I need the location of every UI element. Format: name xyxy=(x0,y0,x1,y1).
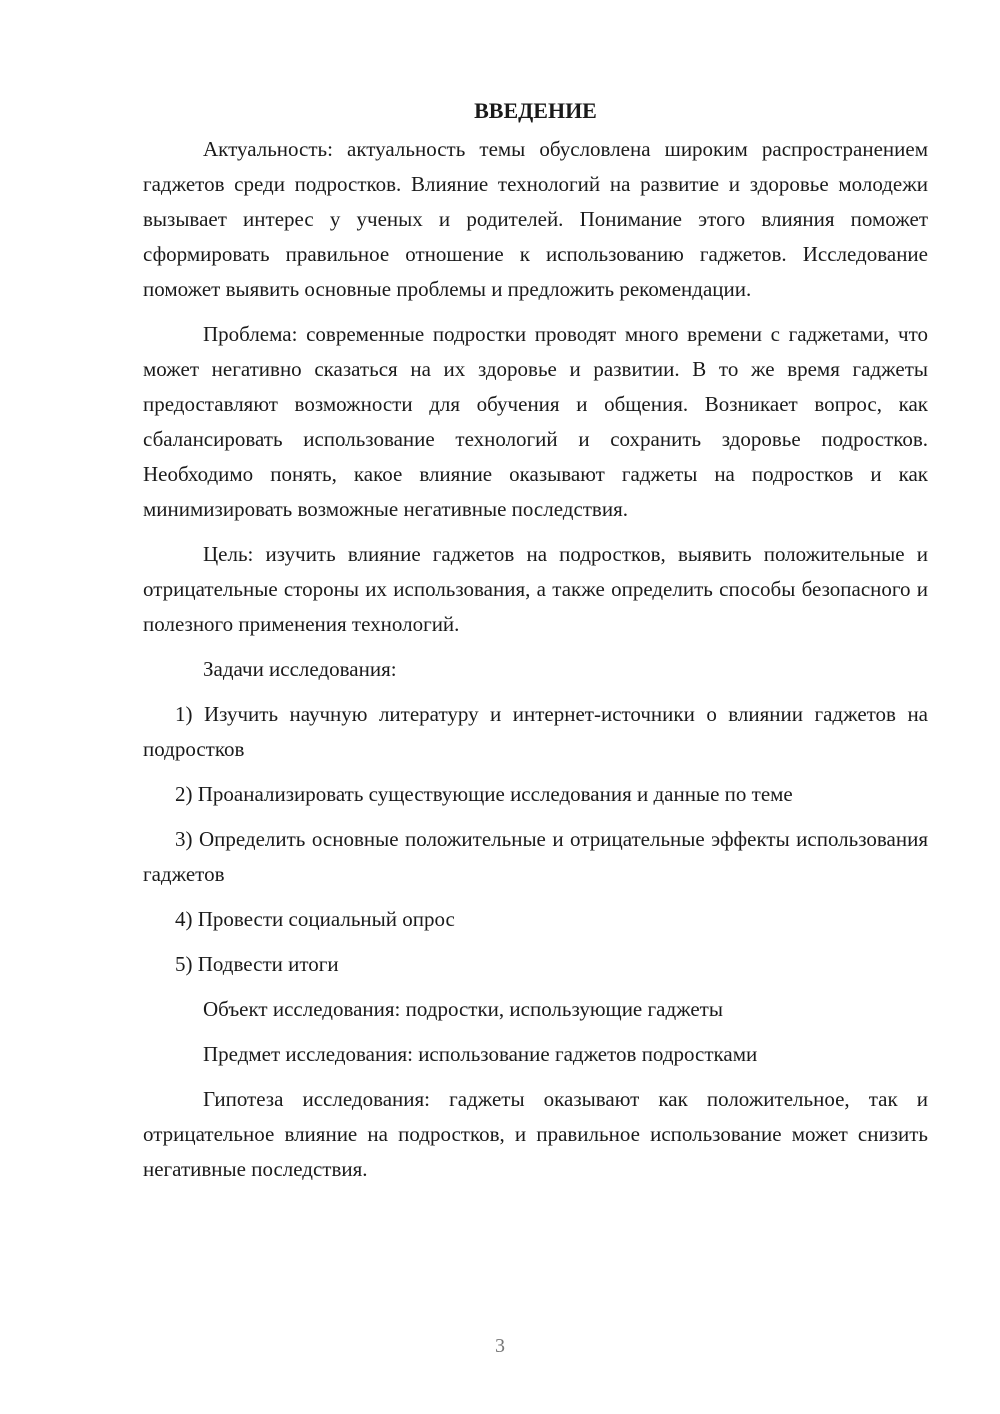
relevance-paragraph: Актуальность: актуальность темы обусловлена широким распространением гаджетов среди подростков. Влияние технологий на развитие и здоровье молодежи вызывает интерес у ученых и родителей. Понимание этого влияния поможет сформировать правильное отношение к использованию гаджетов. Исследование поможет выявить основные проблемы и предложить рекомендации. xyxy=(143,137,928,301)
task-item: 5) Подвести итоги xyxy=(175,952,339,976)
page-title: ВВЕДЕНИЕ xyxy=(474,98,597,123)
tasks-heading: Задачи исследования: xyxy=(203,657,397,681)
subject-paragraph: Предмет исследования: использование гаджетов подростками xyxy=(203,1042,758,1066)
task-item: 2) Проанализировать существующие исследования и данные по теме xyxy=(175,782,793,806)
task-item: 4) Провести социальный опрос xyxy=(175,907,455,931)
page-number: 3 xyxy=(495,1335,505,1357)
goal-paragraph: Цель: изучить влияние гаджетов на подростков, выявить положительные и отрицательные стороны их использования, а также определить способы безопасного и полезного применения технологий. xyxy=(143,542,928,636)
task-item: 1) Изучить научную литературу и интернет-источники о влиянии гаджетов на подростков xyxy=(143,702,928,761)
task-item: 3) Определить основные положительные и отрицательные эффекты использования гаджетов xyxy=(143,827,928,886)
hypothesis-paragraph: Гипотеза исследования: гаджеты оказывают как положительное, так и отрицательное влияние на подростков, и правильное использование может снизить негативные последствия. xyxy=(143,1087,928,1181)
problem-paragraph: Проблема: современные подростки проводят много времени с гаджетами, что может негативно сказаться на их здоровье и развитии. В то же время гаджеты предоставляют возможности для обучения и общения. Возникает вопрос, как сбалансировать использование технологий и сохранить здоровье подростков. Необходимо понять, какое влияние оказывают гаджеты на подростков и как минимизировать возможные негативные последствия. xyxy=(143,322,928,521)
document-page xyxy=(143,96,928,1197)
object-paragraph: Объект исследования: подростки, использующие гаджеты xyxy=(203,997,723,1021)
